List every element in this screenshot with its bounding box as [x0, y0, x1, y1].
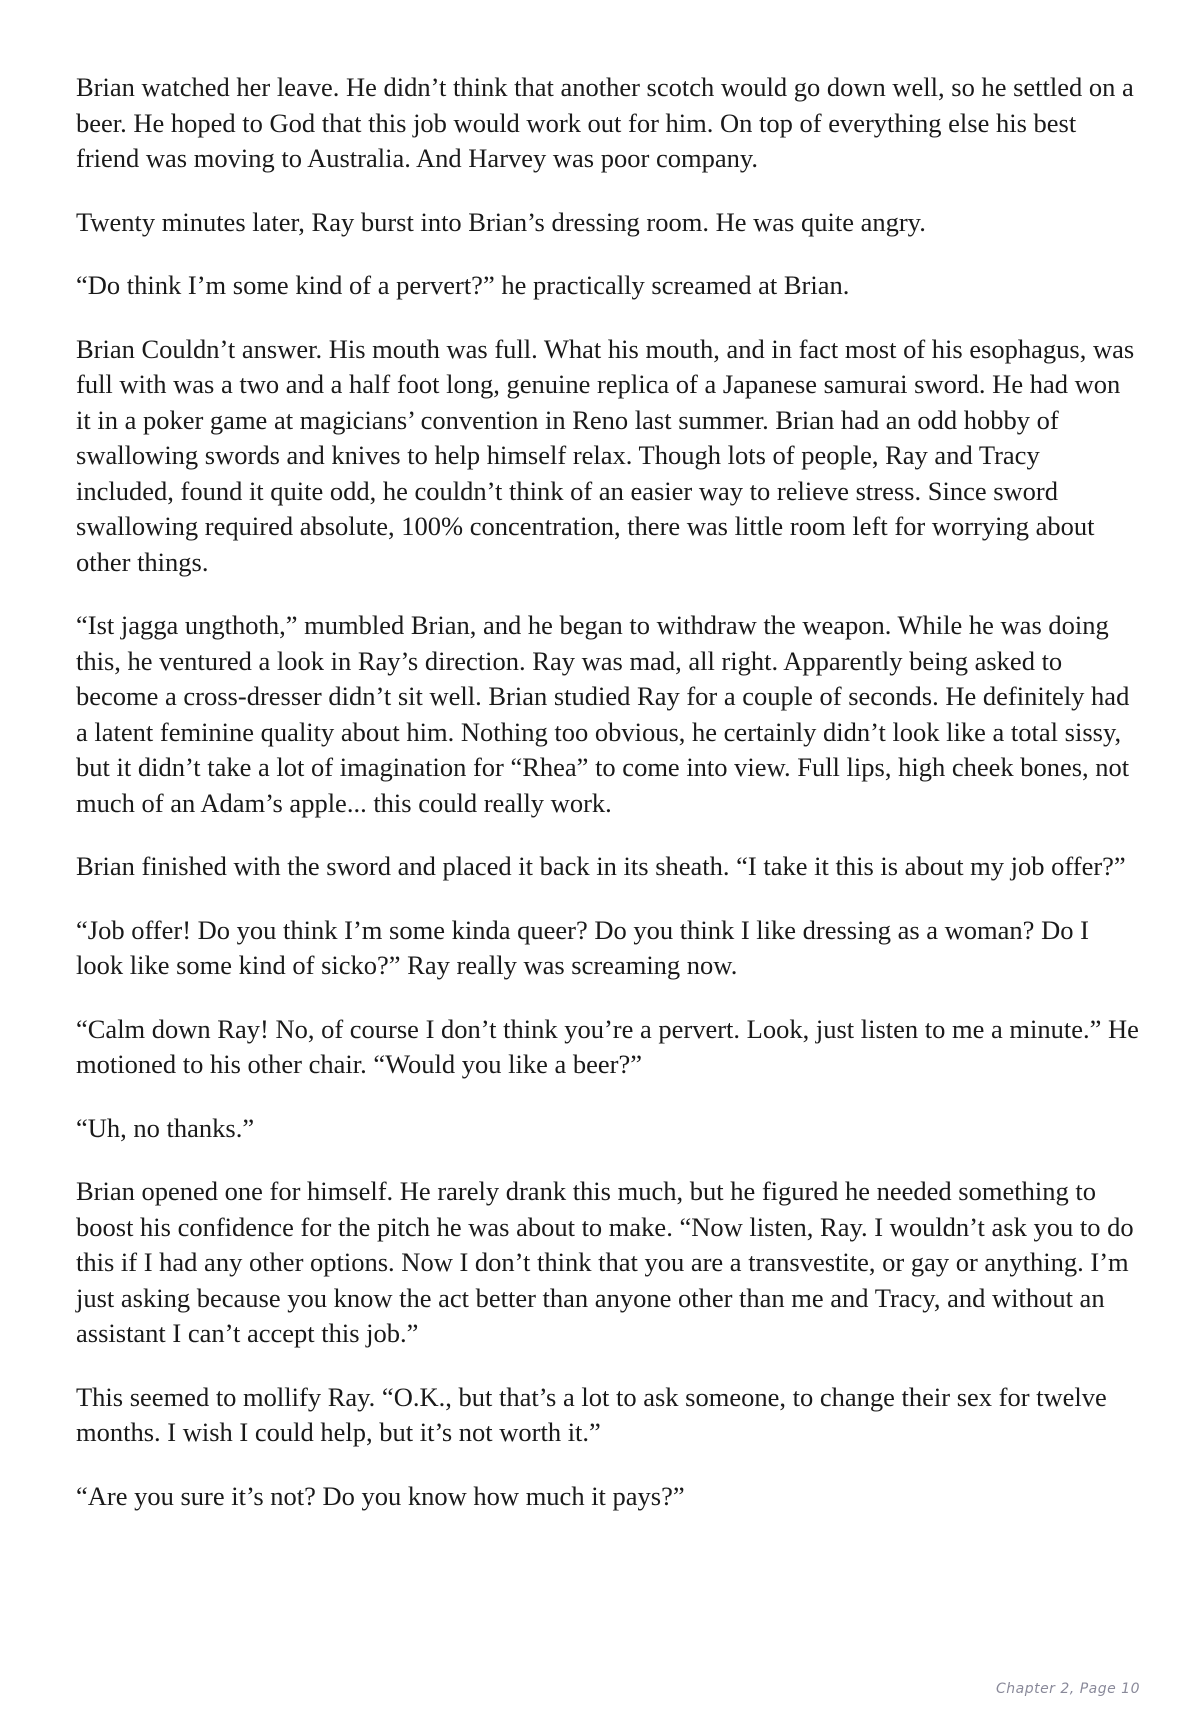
body-text [76, 70, 1140, 1542]
paragraph: Brian watched her leave. He didn’t think that another scotch would go down well, so he settled on a beer. He hoped to God that this job would work out for him. On top of everything else his best friend was moving to Australia. And Harvey was poor company. [76, 72, 1134, 173]
paragraph: Twenty minutes later, Ray burst into Brian’s dressing room. He was quite angry. [76, 206, 926, 237]
paragraph: This seemed to mollify Ray. “O.K., but that’s a lot to ask someone, to change their sex for twelve months. I wish I could help, but it’s not worth it.” [76, 1381, 1107, 1447]
paragraph: Brian opened one for himself. He rarely drank this much, but he figured he needed something to boost his confidence for the pitch he was about to make. “Now listen, Ray. I wouldn’t ask you to do this if I had any other options. Now I don’t think that you are a transvestite, or gay or anything. I’m just asking because you know the act better than anyone other than me and Tracy, and without an assistant I can’t accept this job.” [76, 1176, 1134, 1348]
paragraph: “Are you sure it’s not? Do you know how much it pays?” [76, 1480, 685, 1511]
paragraph: “Ist jagga ungthoth,” mumbled Brian, and he began to withdraw the weapon. While he was doing this, he ventured a look in Ray’s direction. Ray was mad, all right. Apparently being asked to become a cross-dresser didn’t sit well. Brian studied Ray for a couple of seconds. He definitely had a latent feminine quality about him. Nothing too obvious, he certainly didn’t look like a total sissy, but it didn’t take a lot of imagination for “Rhea” to come into view. Full lips, high cheek bones, not much of an Adam’s apple... this could really work. [76, 610, 1130, 818]
page-footer-label: Chapter 2, Page 10 [995, 1681, 1140, 1697]
paragraph: “Do think I’m some kind of a pervert?” he practically screamed at Brian. [76, 270, 850, 300]
paragraph: Brian finished with the sword and placed it back in its sheath. “I take it this is about my job offer?” [76, 851, 1126, 881]
paragraph: Brian Couldn’t answer. His mouth was full. What his mouth, and in fact most of his esophagus, was full with was a two and a half foot long, genuine replica of a Japanese samurai sword. He had won it in a poker game at magicians’ convention in Reno last summer. Brian had an odd hobby of swallowing swords and knives to help himself relax. Though lots of people, Ray and Tracy included, found it quite odd, he couldn’t think of an easier way to relieve stress. Since sword swallowing required absolute, 100% concentration, there was little room left for worrying about other things. [76, 333, 1135, 577]
paragraph: “Job offer! Do you think I’m some kinda queer? Do you think I like dressing as a woman? Do I look like some kind of sicko?” Ray really was screaming now. [76, 914, 1089, 980]
paragraph: “Calm down Ray! No, of course I don’t think you’re a pervert. Look, just listen to me a minute.” He motioned to his other chair. “Would you like a beer?” [76, 1013, 1139, 1079]
paragraph: “Uh, no thanks.” [76, 1112, 255, 1143]
